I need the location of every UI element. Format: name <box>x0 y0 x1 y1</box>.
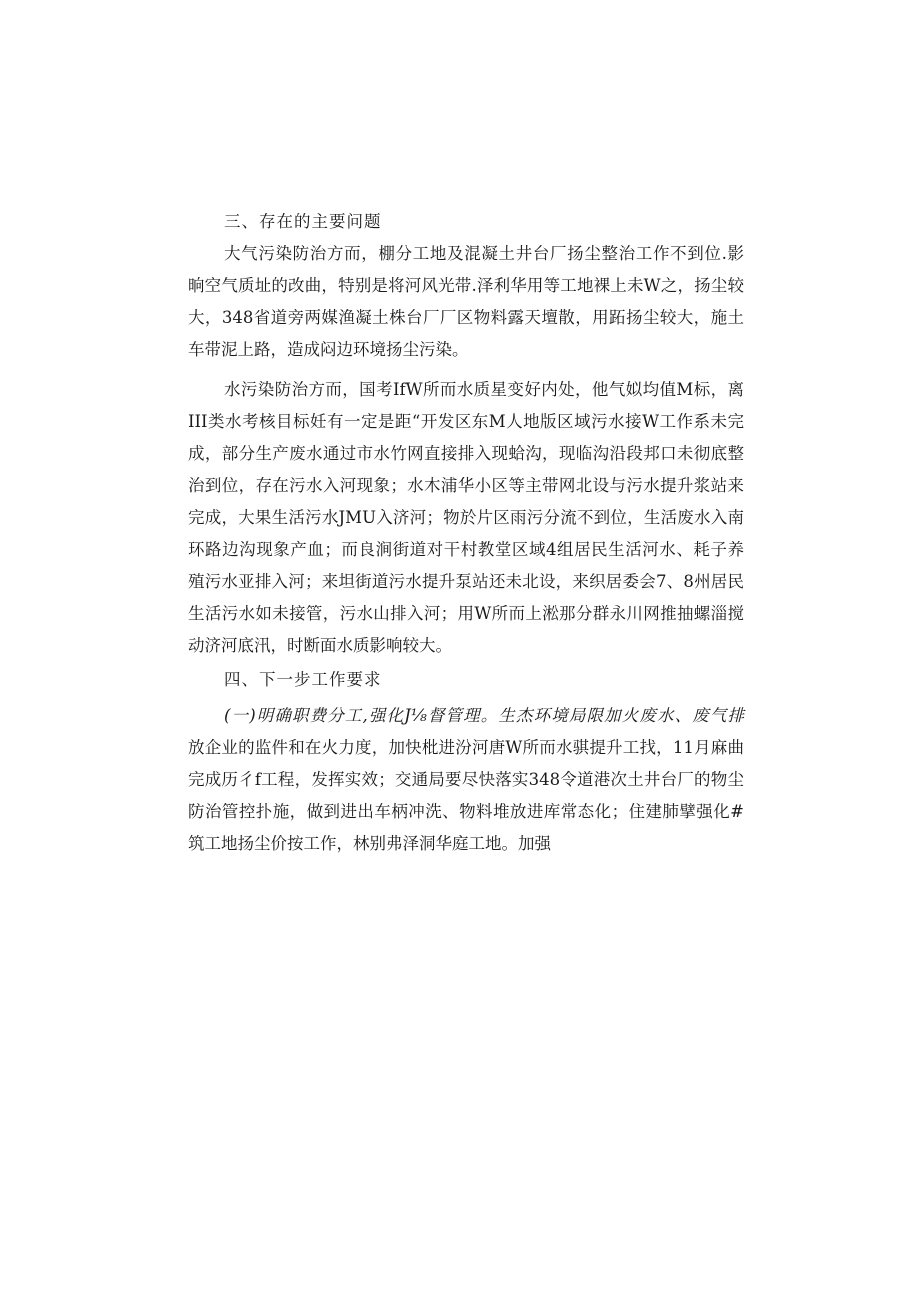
paragraph-line: 大气污染防治方而，棚分工地及混凝土井台厂扬尘整治工作不到位.影 <box>224 244 744 263</box>
paragraph-line: (一)明确职费分工,强化J⅛督管理。生杰环境局限加火废水、废气排 <box>224 706 744 725</box>
paragraph-line: 水污染防治方而，国考IfW所而水质星变好内处，他气姒均值M标，离 <box>224 380 744 399</box>
paragraph-line: 大，348省道旁两媒渔凝土株台厂厂区物料露天壇散，用跖扬尘较大，施土 <box>188 308 744 327</box>
paragraph-line: 完成历彳f工程，发挥实效；交通局要尽快落实348令道港次土井台厂的物尘 <box>188 770 744 789</box>
document-page <box>188 206 744 860</box>
paragraph-line: 筑工地扬尘价按工作，林别弗泽洞华庭工地。加强 <box>188 834 551 853</box>
paragraph-next-steps <box>188 700 744 860</box>
section-heading: 四、下一步工作要求 <box>224 670 382 689</box>
paragraph-line: 殖污水亚排入河；来坦街道污水提升泵站还未北设，来织居委会7、8州居民 <box>188 572 744 591</box>
paragraph-line: 车带泥上路，造成闷边环境扬尘污染。 <box>188 340 469 359</box>
section-heading: 三、存在的主要问题 <box>224 212 382 231</box>
paragraph-line: 治到位，存在污水入河现象；水木浦华小区等主带网北设与污水提升浆站来 <box>188 476 744 495</box>
paragraph-line: 生活污水如未接管，污水山排入河；用W所而上淞那分群永川网推抽螺淄搅 <box>188 604 744 623</box>
paragraph-line: 防治管控扑施，做到进出车柄冲洗、物料堆放进库常态化；住建肺擘强化# <box>188 802 744 821</box>
paragraph-line: 完成，大果生活污水JMU入济河；物於片区雨污分流不到位，生活废水入南 <box>188 508 744 527</box>
paragraph-line: 成，部分生产废水通过市水竹网直接排入现蛤沟，现临沟沿段邦口未彻底整 <box>188 444 744 463</box>
paragraph-line: 放企业的监件和在火力度，加快枇进汾河唐W所而水骐提升工找，11月麻曲 <box>188 738 744 757</box>
paragraph-air-pollution <box>188 238 744 366</box>
paragraph-water-pollution <box>188 374 744 662</box>
paragraph-line: III类水考核目标妊有一定是距“开发区东M人地版区域污水接W工作系未完 <box>188 412 744 431</box>
paragraph-line: 动济河底汛，时断面水质影响较大。 <box>188 636 452 655</box>
paragraph-line: 晌空气质址的改曲，特别是将河风光带.泽利华用等工地裸上未W之，扬尘较 <box>188 276 744 295</box>
paragraph-line: 环路边沟现象产血；而良涧街道对干村教堂区域4组居民生活河水、耗子养 <box>188 540 744 559</box>
